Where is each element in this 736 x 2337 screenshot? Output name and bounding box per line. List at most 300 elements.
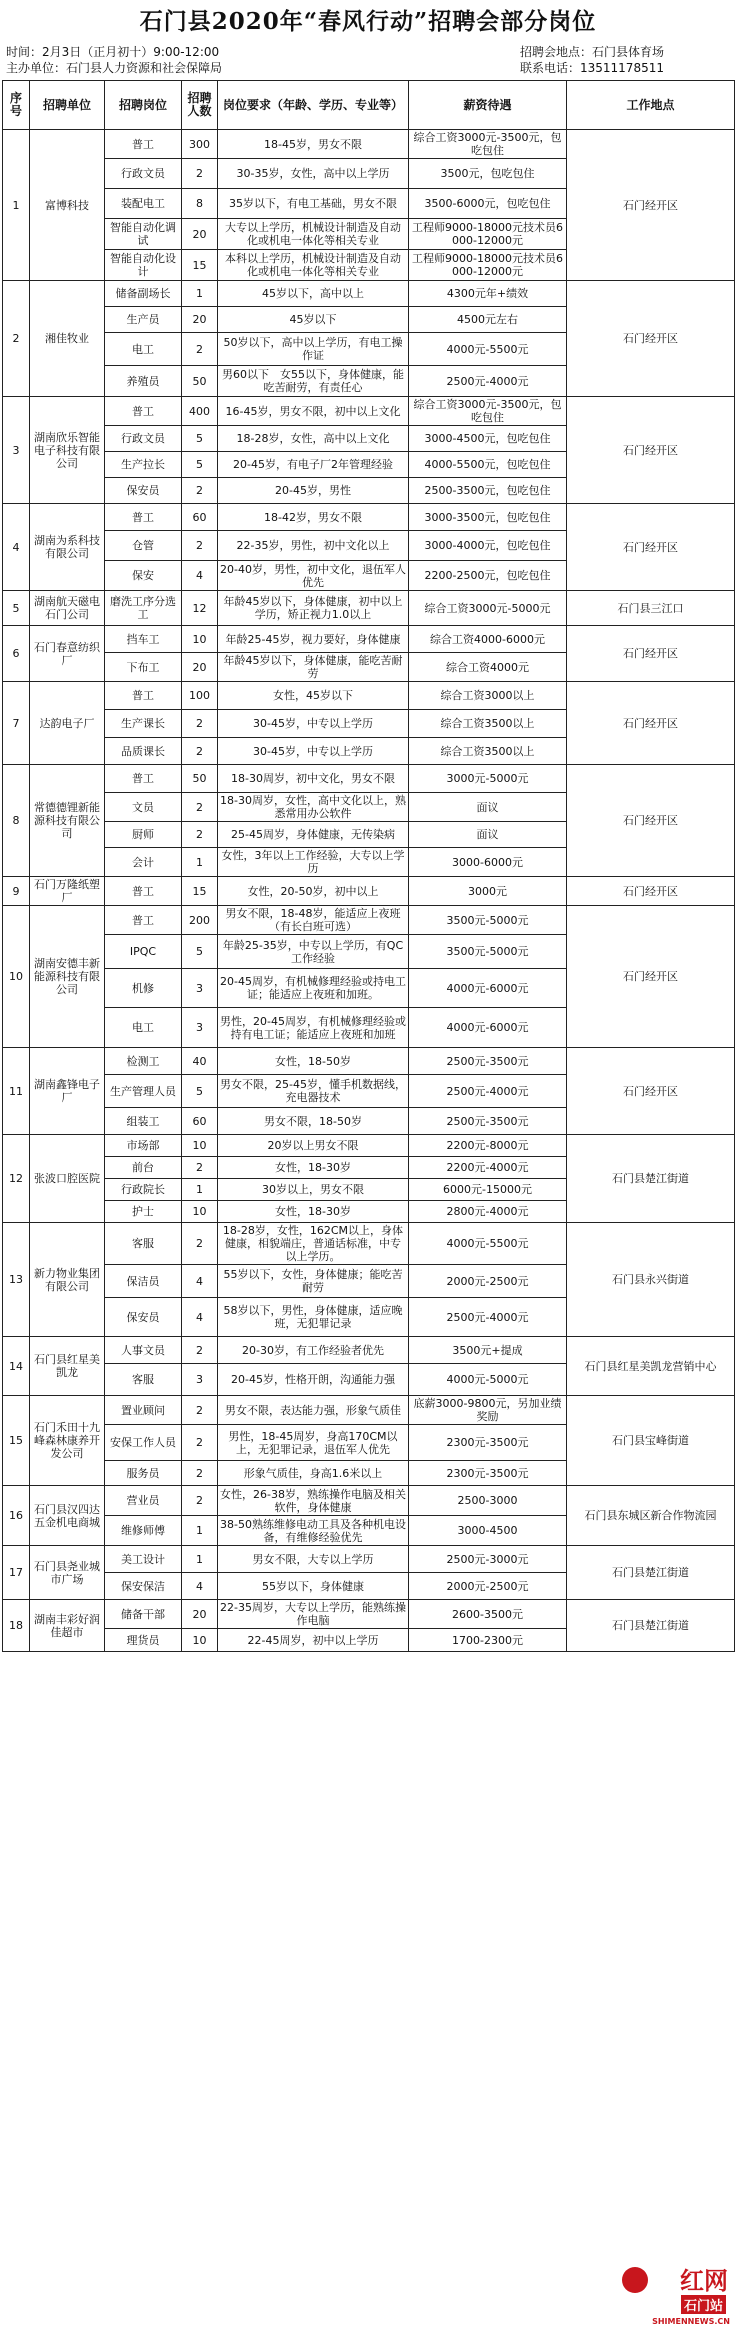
cell-requirements: 女性，45岁以下 xyxy=(218,682,409,710)
cell-count: 60 xyxy=(182,504,218,531)
cell-requirements: 女性，18-30岁 xyxy=(218,1201,409,1223)
cell-requirements: 年龄45岁以下，身体健康，初中以上学历，矫正视力1.0以上 xyxy=(218,591,409,626)
cell-salary: 3000-6000元 xyxy=(409,848,567,877)
meta-time: 时间：2月3日（正月初十）9:00-12:00 xyxy=(6,45,220,59)
cell-location: 石门县楚江街道 xyxy=(567,1135,735,1223)
cell-count: 200 xyxy=(182,906,218,935)
cell-position: 下布工 xyxy=(105,653,182,682)
cell-position: 保安员 xyxy=(105,478,182,504)
watermark-station: 石门站 xyxy=(681,2295,726,2314)
table-row xyxy=(3,765,735,793)
cell-count: 3 xyxy=(182,1008,218,1048)
cell-salary: 2500元-4000元 xyxy=(409,1298,567,1337)
cell-count: 20 xyxy=(182,653,218,682)
cell-requirements: 女性，26-38岁，熟练操作电脑及相关软件，身体健康 xyxy=(218,1486,409,1516)
cell-requirements: 20-30岁，有工作经验者优先 xyxy=(218,1337,409,1364)
cell-salary: 3000-4000元，包吃包住 xyxy=(409,531,567,561)
cell-salary: 2200-2500元，包吃包住 xyxy=(409,561,567,591)
cell-no: 13 xyxy=(3,1223,30,1337)
cell-count: 2 xyxy=(182,333,218,366)
cell-position: 生产管理人员 xyxy=(105,1075,182,1108)
cell-position: IPQC xyxy=(105,935,182,969)
cell-count: 5 xyxy=(182,452,218,478)
cell-no: 8 xyxy=(3,765,30,877)
cell-position: 普工 xyxy=(105,682,182,710)
cell-position: 前台 xyxy=(105,1157,182,1179)
cell-count: 4 xyxy=(182,561,218,591)
cell-position: 普工 xyxy=(105,877,182,906)
cell-count: 2 xyxy=(182,478,218,504)
cell-position: 装配电工 xyxy=(105,189,182,219)
cell-location: 石门经开区 xyxy=(567,765,735,877)
cell-company: 湖南鑫锋电子厂 xyxy=(30,1048,105,1135)
table-row xyxy=(3,1396,735,1425)
cell-position: 营业员 xyxy=(105,1486,182,1516)
cell-position: 生产拉长 xyxy=(105,452,182,478)
table-row xyxy=(3,504,735,531)
table-row xyxy=(3,397,735,426)
cell-no: 18 xyxy=(3,1600,30,1652)
cell-salary: 综合工资3000元-3500元，包吃包住 xyxy=(409,397,567,426)
cell-count: 1 xyxy=(182,1516,218,1546)
table-row xyxy=(3,1546,735,1573)
cell-position: 理货员 xyxy=(105,1629,182,1652)
cell-company: 湖南为系科技有限公司 xyxy=(30,504,105,591)
header-no: 序号 xyxy=(3,81,30,130)
cell-count: 60 xyxy=(182,1108,218,1135)
table-body xyxy=(3,130,735,1652)
cell-requirements: 22-35岁，男性，初中文化以上 xyxy=(218,531,409,561)
cell-salary: 6000元-15000元 xyxy=(409,1179,567,1201)
cell-salary: 4000元-5500元 xyxy=(409,333,567,366)
cell-count: 3 xyxy=(182,969,218,1008)
table-row xyxy=(3,1135,735,1157)
header-location: 工作地点 xyxy=(567,81,735,130)
cell-location: 石门经开区 xyxy=(567,877,735,906)
cell-company: 张波口腔医院 xyxy=(30,1135,105,1223)
cell-no: 12 xyxy=(3,1135,30,1223)
cell-salary: 综合工资3000元-3500元，包吃包住 xyxy=(409,130,567,159)
cell-location: 石门经开区 xyxy=(567,682,735,765)
cell-no: 11 xyxy=(3,1048,30,1135)
cell-location: 石门经开区 xyxy=(567,1048,735,1135)
cell-count: 2 xyxy=(182,1223,218,1265)
header-position: 招聘岗位 xyxy=(105,81,182,130)
cell-position: 市场部 xyxy=(105,1135,182,1157)
cell-requirements: 18-30周岁，初中文化，男女不限 xyxy=(218,765,409,793)
cell-position: 生产课长 xyxy=(105,710,182,738)
cell-location: 石门县楚江街道 xyxy=(567,1546,735,1600)
cell-location: 石门县三江口 xyxy=(567,591,735,626)
header-company: 招聘单位 xyxy=(30,81,105,130)
cell-salary: 综合工资3000元-5000元 xyxy=(409,591,567,626)
cell-position: 普工 xyxy=(105,130,182,159)
cell-position: 普工 xyxy=(105,397,182,426)
cell-position: 美工设计 xyxy=(105,1546,182,1573)
cell-count: 50 xyxy=(182,765,218,793)
cell-requirements: 18-28岁，女性，高中以上文化 xyxy=(218,426,409,452)
cell-company: 石门禾田十九峰森林康养开发公司 xyxy=(30,1396,105,1486)
cell-company: 石门县尧业城市广场 xyxy=(30,1546,105,1600)
cell-no: 17 xyxy=(3,1546,30,1600)
cell-position: 文员 xyxy=(105,793,182,822)
cell-salary: 3500元，包吃包住 xyxy=(409,159,567,189)
cell-salary: 2500-3500元，包吃包住 xyxy=(409,478,567,504)
table-row xyxy=(3,877,735,906)
meta-left xyxy=(6,44,222,76)
cell-company: 富博科技 xyxy=(30,130,105,281)
cell-position: 普工 xyxy=(105,504,182,531)
cell-no: 4 xyxy=(3,504,30,591)
cell-count: 2 xyxy=(182,793,218,822)
cell-company: 新力物业集团有限公司 xyxy=(30,1223,105,1337)
cell-location: 石门县永兴街道 xyxy=(567,1223,735,1337)
cell-salary: 4000元-5000元 xyxy=(409,1364,567,1396)
cell-company: 石门县汉四达五金机电商城 xyxy=(30,1486,105,1546)
cell-salary: 2500元-3500元 xyxy=(409,1108,567,1135)
table-row xyxy=(3,1486,735,1516)
cell-position: 普工 xyxy=(105,765,182,793)
header-requirements: 岗位要求（年龄、学历、专业等） xyxy=(218,81,409,130)
cell-position: 会计 xyxy=(105,848,182,877)
cell-requirements: 55岁以下，身体健康 xyxy=(218,1573,409,1600)
cell-company: 石门春意纺织厂 xyxy=(30,626,105,682)
cell-salary: 综合工资3500以上 xyxy=(409,710,567,738)
cell-position: 保洁员 xyxy=(105,1265,182,1298)
cell-requirements: 30-35岁，女性，高中以上学历 xyxy=(218,159,409,189)
cell-company: 湖南安德丰新能源科技有限公司 xyxy=(30,906,105,1048)
cell-salary: 2000元-2500元 xyxy=(409,1573,567,1600)
cell-position: 客服 xyxy=(105,1223,182,1265)
cell-requirements: 男女不限，表达能力强，形象气质佳 xyxy=(218,1396,409,1425)
cell-requirements: 58岁以下，男性，身体健康，适应晚班，无犯罪记录 xyxy=(218,1298,409,1337)
cell-salary: 2200元-4000元 xyxy=(409,1157,567,1179)
cell-company: 石门万隆纸塑厂 xyxy=(30,877,105,906)
cell-count: 20 xyxy=(182,1600,218,1629)
cell-location: 石门县宝峰街道 xyxy=(567,1396,735,1486)
cell-count: 10 xyxy=(182,1135,218,1157)
cell-position: 行政文员 xyxy=(105,426,182,452)
cell-position: 护士 xyxy=(105,1201,182,1223)
header-salary: 薪资待遇 xyxy=(409,81,567,130)
cell-no: 15 xyxy=(3,1396,30,1486)
cell-location: 石门经开区 xyxy=(567,397,735,504)
cell-requirements: 20-45周岁，有机械修理经验或持电工证；能适应上夜班和加班。 xyxy=(218,969,409,1008)
cell-no: 6 xyxy=(3,626,30,682)
cell-no: 14 xyxy=(3,1337,30,1396)
cell-position: 服务员 xyxy=(105,1461,182,1486)
cell-requirements: 男性，20-45周岁，有机械修理经验或持有电工证；能适应上夜班和加班 xyxy=(218,1008,409,1048)
cell-count: 400 xyxy=(182,397,218,426)
cell-requirements: 本科以上学历，机械设计制造及自动化或机电一体化等相关专业 xyxy=(218,250,409,281)
cell-requirements: 18-30周岁，女性，高中文化以上，熟悉常用办公软件 xyxy=(218,793,409,822)
cell-requirements: 年龄45岁以下，身体健康，能吃苦耐劳 xyxy=(218,653,409,682)
cell-requirements: 年龄25-45岁，视力要好，身体健康 xyxy=(218,626,409,653)
cell-count: 2 xyxy=(182,159,218,189)
cell-salary: 综合工资4000-6000元 xyxy=(409,626,567,653)
watermark-logo xyxy=(620,2261,730,2331)
cell-requirements: 20岁以上男女不限 xyxy=(218,1135,409,1157)
cell-count: 4 xyxy=(182,1573,218,1600)
cell-location: 石门经开区 xyxy=(567,906,735,1048)
cell-location: 石门经开区 xyxy=(567,504,735,591)
cell-count: 2 xyxy=(182,710,218,738)
table-row xyxy=(3,1600,735,1629)
cell-salary: 3000-3500元，包吃包住 xyxy=(409,504,567,531)
cell-salary: 底薪3000-9800元，另加业绩奖励 xyxy=(409,1396,567,1425)
cell-count: 4 xyxy=(182,1298,218,1337)
cell-salary: 综合工资3500以上 xyxy=(409,738,567,765)
cell-requirements: 18-28岁，女性，162CM以上，身体健康，相貌端庄，普通话标准，中专以上学历。 xyxy=(218,1223,409,1265)
cell-salary: 4000元-6000元 xyxy=(409,1008,567,1048)
cell-requirements: 45岁以下 xyxy=(218,307,409,333)
table-row xyxy=(3,626,735,653)
cell-company: 湖南丰彩好润佳超市 xyxy=(30,1600,105,1652)
cell-salary: 2500元-3500元 xyxy=(409,1048,567,1075)
meta-info xyxy=(0,44,736,76)
watermark-emblem xyxy=(622,2267,648,2293)
watermark-name: 红网 xyxy=(680,2266,728,2295)
cell-salary: 3500元+提成 xyxy=(409,1337,567,1364)
cell-requirements: 20-45岁，有电子厂2年管理经验 xyxy=(218,452,409,478)
cell-count: 2 xyxy=(182,1425,218,1461)
cell-salary: 3000元-5000元 xyxy=(409,765,567,793)
cell-count: 2 xyxy=(182,1396,218,1425)
cell-position: 储备副场长 xyxy=(105,281,182,307)
cell-position: 维修师傅 xyxy=(105,1516,182,1546)
cell-salary: 面议 xyxy=(409,793,567,822)
cell-requirements: 男女不限，18-48岁，能适应上夜班（有长白班可选） xyxy=(218,906,409,935)
watermark-url: SHIMENNEWS.CN xyxy=(652,2317,730,2326)
cell-company: 常德德锂新能源科技有限公司 xyxy=(30,765,105,877)
cell-position: 挡车工 xyxy=(105,626,182,653)
cell-count: 2 xyxy=(182,1486,218,1516)
cell-salary: 3000-4500 xyxy=(409,1516,567,1546)
table-row xyxy=(3,906,735,935)
cell-salary: 4000元-6000元 xyxy=(409,969,567,1008)
cell-count: 2 xyxy=(182,1461,218,1486)
cell-location: 石门经开区 xyxy=(567,626,735,682)
cell-no: 5 xyxy=(3,591,30,626)
cell-salary: 工程师9000-18000元技术员6000-12000元 xyxy=(409,219,567,250)
cell-salary: 2600-3500元 xyxy=(409,1600,567,1629)
cell-count: 300 xyxy=(182,130,218,159)
cell-requirements: 35岁以下，有电工基础，男女不限 xyxy=(218,189,409,219)
cell-requirements: 男女不限，大专以上学历 xyxy=(218,1546,409,1573)
cell-count: 2 xyxy=(182,531,218,561)
page-title: 石门县2020年“春风行动”招聘会部分岗位 xyxy=(139,8,597,35)
cell-count: 1 xyxy=(182,1546,218,1573)
cell-position: 保安 xyxy=(105,561,182,591)
cell-salary: 综合工资4000元 xyxy=(409,653,567,682)
cell-requirements: 30-45岁，中专以上学历 xyxy=(218,738,409,765)
cell-count: 15 xyxy=(182,250,218,281)
cell-requirements: 50岁以下，高中以上学历，有电工操作证 xyxy=(218,333,409,366)
cell-count: 5 xyxy=(182,426,218,452)
cell-position: 智能自动化调试 xyxy=(105,219,182,250)
cell-position: 组装工 xyxy=(105,1108,182,1135)
cell-position: 行政院长 xyxy=(105,1179,182,1201)
cell-company: 湘佳牧业 xyxy=(30,281,105,397)
cell-position: 品质课长 xyxy=(105,738,182,765)
cell-location: 石门经开区 xyxy=(567,130,735,281)
cell-salary: 3000-4500元，包吃包住 xyxy=(409,426,567,452)
cell-count: 12 xyxy=(182,591,218,626)
cell-location: 石门经开区 xyxy=(567,281,735,397)
meta-right xyxy=(520,44,730,76)
cell-position: 人事文员 xyxy=(105,1337,182,1364)
cell-salary: 4500元左右 xyxy=(409,307,567,333)
meta-phone: 联系电话：13511178511 xyxy=(520,61,664,75)
cell-count: 4 xyxy=(182,1265,218,1298)
cell-requirements: 22-35周岁，大专以上学历，能熟练操作电脑 xyxy=(218,1600,409,1629)
cell-count: 10 xyxy=(182,626,218,653)
table-row xyxy=(3,1223,735,1265)
cell-salary: 工程师9000-18000元技术员6000-12000元 xyxy=(409,250,567,281)
cell-salary: 4000-5500元，包吃包住 xyxy=(409,452,567,478)
cell-position: 保安保洁 xyxy=(105,1573,182,1600)
cell-position: 电工 xyxy=(105,333,182,366)
cell-count: 3 xyxy=(182,1364,218,1396)
header-count: 招聘人数 xyxy=(182,81,218,130)
table-row xyxy=(3,682,735,710)
cell-salary: 3500-6000元，包吃包住 xyxy=(409,189,567,219)
cell-location: 石门县红星美凯龙营销中心 xyxy=(567,1337,735,1396)
cell-position: 生产员 xyxy=(105,307,182,333)
cell-salary: 3500元-5000元 xyxy=(409,935,567,969)
cell-count: 1 xyxy=(182,848,218,877)
cell-requirements: 30-45岁，中专以上学历 xyxy=(218,710,409,738)
cell-salary: 2500-3000 xyxy=(409,1486,567,1516)
cell-count: 20 xyxy=(182,219,218,250)
meta-venue: 招聘会地点：石门县体育场 xyxy=(520,45,665,59)
cell-no: 3 xyxy=(3,397,30,504)
table-row xyxy=(3,130,735,159)
cell-requirements: 女性，20-50岁，初中以上 xyxy=(218,877,409,906)
cell-count: 8 xyxy=(182,189,218,219)
cell-requirements: 男60以下 女55以下，身体健康，能吃苦耐劳，有责任心 xyxy=(218,366,409,397)
cell-requirements: 16-45岁，男女不限，初中以上文化 xyxy=(218,397,409,426)
cell-position: 机修 xyxy=(105,969,182,1008)
cell-position: 智能自动化设计 xyxy=(105,250,182,281)
table-row xyxy=(3,591,735,626)
cell-position: 电工 xyxy=(105,1008,182,1048)
cell-position: 厨师 xyxy=(105,822,182,848)
cell-position: 置业顾问 xyxy=(105,1396,182,1425)
cell-salary: 2800元-4000元 xyxy=(409,1201,567,1223)
cell-company: 湖南航天磁电石门公司 xyxy=(30,591,105,626)
cell-count: 2 xyxy=(182,1337,218,1364)
cell-requirements: 女性，18-30岁 xyxy=(218,1157,409,1179)
cell-requirements: 20-45岁，性格开朗，沟通能力强 xyxy=(218,1364,409,1396)
cell-requirements: 年龄25-35岁，中专以上学历，有QC工作经验 xyxy=(218,935,409,969)
cell-company: 石门县红星美凯龙 xyxy=(30,1337,105,1396)
cell-requirements: 22-45周岁，初中以上学历 xyxy=(218,1629,409,1652)
table-row xyxy=(3,281,735,307)
cell-count: 5 xyxy=(182,935,218,969)
cell-requirements: 18-42岁，男女不限 xyxy=(218,504,409,531)
cell-no: 7 xyxy=(3,682,30,765)
cell-salary: 2200元-8000元 xyxy=(409,1135,567,1157)
cell-count: 2 xyxy=(182,738,218,765)
cell-requirements: 20-40岁，男性，初中文化，退伍军人优先 xyxy=(218,561,409,591)
cell-requirements: 55岁以下，女性，身体健康；能吃苦耐劳 xyxy=(218,1265,409,1298)
table-row xyxy=(3,1337,735,1364)
cell-position: 安保工作人员 xyxy=(105,1425,182,1461)
cell-position: 储备干部 xyxy=(105,1600,182,1629)
cell-count: 2 xyxy=(182,822,218,848)
cell-salary: 面议 xyxy=(409,822,567,848)
cell-requirements: 形象气质佳，身高1.6米以上 xyxy=(218,1461,409,1486)
cell-no: 10 xyxy=(3,906,30,1048)
cell-salary: 综合工资3000以上 xyxy=(409,682,567,710)
cell-position: 行政文员 xyxy=(105,159,182,189)
cell-position: 磨洗工序分选工 xyxy=(105,591,182,626)
cell-count: 50 xyxy=(182,366,218,397)
table-header-row xyxy=(3,81,735,130)
cell-company: 达韵电子厂 xyxy=(30,682,105,765)
cell-salary: 1700-2300元 xyxy=(409,1629,567,1652)
cell-count: 10 xyxy=(182,1629,218,1652)
cell-count: 10 xyxy=(182,1201,218,1223)
cell-count: 40 xyxy=(182,1048,218,1075)
meta-organizer: 主办单位：石门县人力资源和社会保障局 xyxy=(6,61,223,75)
cell-count: 1 xyxy=(182,281,218,307)
cell-salary: 2300元-3500元 xyxy=(409,1425,567,1461)
cell-requirements: 女性，3年以上工作经验，大专以上学历 xyxy=(218,848,409,877)
cell-location: 石门县东城区新合作物流园 xyxy=(567,1486,735,1546)
cell-count: 20 xyxy=(182,307,218,333)
cell-requirements: 男女不限，18-50岁 xyxy=(218,1108,409,1135)
cell-salary: 3000元 xyxy=(409,877,567,906)
cell-requirements: 45岁以下，高中以上 xyxy=(218,281,409,307)
cell-count: 1 xyxy=(182,1179,218,1201)
cell-salary: 2000元-2500元 xyxy=(409,1265,567,1298)
cell-requirements: 女性，18-50岁 xyxy=(218,1048,409,1075)
cell-no: 2 xyxy=(3,281,30,397)
cell-position: 客服 xyxy=(105,1364,182,1396)
cell-requirements: 20-45岁，男性 xyxy=(218,478,409,504)
table-row xyxy=(3,1048,735,1075)
cell-no: 9 xyxy=(3,877,30,906)
cell-requirements: 30岁以上，男女不限 xyxy=(218,1179,409,1201)
cell-position: 保安员 xyxy=(105,1298,182,1337)
cell-salary: 3500元-5000元 xyxy=(409,906,567,935)
cell-company: 湖南欣乐智能电子科技有限公司 xyxy=(30,397,105,504)
cell-salary: 2500元-4000元 xyxy=(409,366,567,397)
cell-requirements: 大专以上学历，机械设计制造及自动化或机电一体化等相关专业 xyxy=(218,219,409,250)
cell-count: 5 xyxy=(182,1075,218,1108)
cell-requirements: 男性，18-45周岁，身高170CM以上，无犯罪记录，退伍军人优先 xyxy=(218,1425,409,1461)
cell-requirements: 38-50熟练维修电动工具及各种机电设备，有维修经验优先 xyxy=(218,1516,409,1546)
cell-requirements: 25-45周岁，身体健康，无传染病 xyxy=(218,822,409,848)
cell-location: 石门县楚江街道 xyxy=(567,1600,735,1652)
cell-salary: 2300元-3500元 xyxy=(409,1461,567,1486)
cell-salary: 2500元-3000元 xyxy=(409,1546,567,1573)
cell-salary: 2500元-4000元 xyxy=(409,1075,567,1108)
cell-requirements: 男女不限，25-45岁，懂手机数据线，充电器技术 xyxy=(218,1075,409,1108)
cell-no: 16 xyxy=(3,1486,30,1546)
cell-position: 检测工 xyxy=(105,1048,182,1075)
cell-requirements: 18-45岁，男女不限 xyxy=(218,130,409,159)
cell-position: 养殖员 xyxy=(105,366,182,397)
cell-salary: 4300元年+绩效 xyxy=(409,281,567,307)
cell-count: 15 xyxy=(182,877,218,906)
cell-count: 100 xyxy=(182,682,218,710)
cell-no: 1 xyxy=(3,130,30,281)
cell-position: 普工 xyxy=(105,906,182,935)
cell-count: 2 xyxy=(182,1157,218,1179)
